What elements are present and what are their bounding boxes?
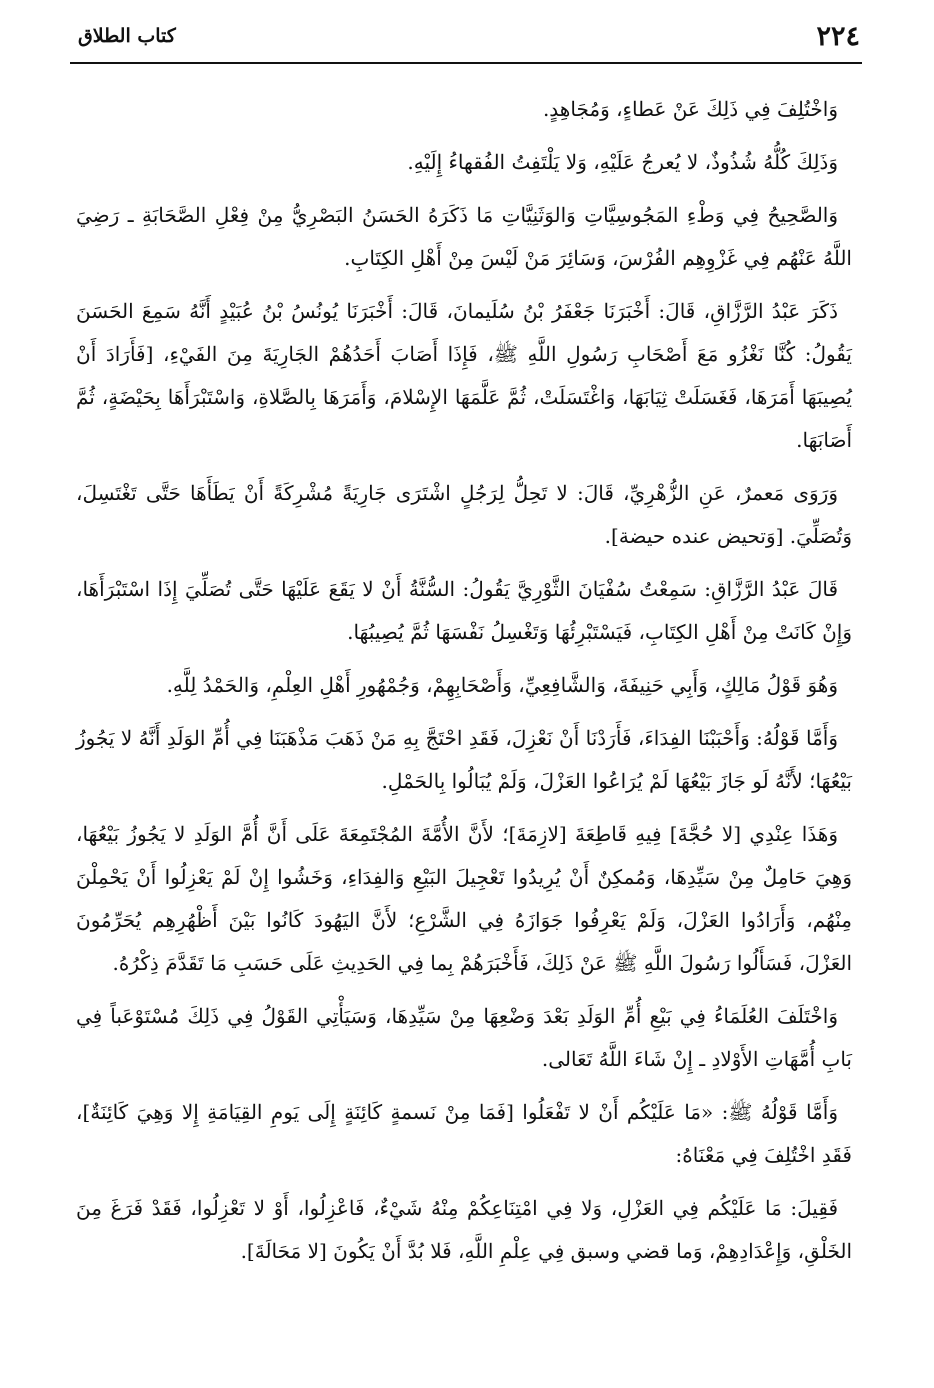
paragraph: وَهُوَ قَوْلُ مَالِكٍ، وَأَبِي حَنِيفَةَ، وَالشَّافِعِيِّ، وَأَصْحَابِهِمْ، وَجُمْهُورِ أَهْلِ العِلْمِ، وَالحَمْدُ لِلَّهِ. [166,673,838,697]
paragraph: وَرَوَى مَعمرٌ، عَنِ الزُّهْرِيِّ، قَالَ: لا تَحِلُّ لِرَجُلٍ اشْتَرَى جَارِيَةً مُشْرِكَةً أَنْ يَطَأَهَا حَتَّى تَغْتَسِلَ، وَتُصَلِّيَ. [وَتحيض عنده حيضة]. [76,481,852,548]
page-body [76,88,852,1283]
page-number: ٢٢٤ [816,20,860,52]
paragraph: وَأَمَّا قَوْلُهُ ﷺ: «مَا عَلَيْكُم أَنْ لا تَفْعَلُوا [فَمَا مِنْ نَسمةٍ كَائِنَةٍ إِلَى يَومِ القِيَامَةِ إِلا وَهِيَ كَائِنَةٌ]، فَقَدِ اخْتُلِفَ فِي مَعْنَاهُ: [76,1100,852,1167]
paragraph: وَأَمَّا قَوْلُهُ: وَأَحْبَبْنَا الفِدَاءَ، فَأَرَدْنَا أَنْ نَعْزِلَ، فَقَدِ احْتَجَّ بِهِ مَنْ ذَهَبَ مَذْهَبَنَا فِي أُمِّ الوَلَدِ أَنَّهُ لا يَجُوزُ بَيْعُهَا؛ لأَنَّهُ لَو جَازَ بَيْعُهَا لَمْ يُرَاعُوا العَزْلَ، وَلَمْ يُبَالُوا بِالحَمْلِ. [76,726,852,793]
paragraph: وَاخْتَلَفَ العُلَمَاءُ فِي بَيْعِ أُمِّ الوَلَدِ بَعْدَ وَضْعِهَا مِنْ سَيِّدِهَا، وَسَيَأْتِي القَوْلُ فِي ذَلِكَ مُسْتَوْعَباً فِي بَابِ أُمَّهَاتِ الأَوْلادِ ـ إِنْ شَاءَ اللَّهُ تَعَالى. [76,1004,852,1071]
paragraph: قَالَ عَبْدُ الرَّزَّاقِ: سَمِعْتُ سُفْيَانَ الثَّوْرِيَّ يَقُولُ: السُّنَّةُ أَنْ لا يَقَعَ عَلَيْهَا حَتَّى تُصَلِّيَ إِذَا اسْتَبْرَأَهَا، وَإِنْ كَانَتْ مِنْ أَهْلِ الكِتَابِ، فَيَسْتَبْرِئُهَا وَتَغْسِلُ نَفْسَهَا ثُمَّ يُصِيبُهَا. [76,577,852,644]
paragraph: وَهَذَا عِنْدِي [لا حُجَّةَ] فِيهِ قَاطِعَةَ [لازِمَةَ]؛ لأَنَّ الأُمَّةَ المُجْتَمِعَةَ عَلَى أَنَّ أُمَّ الوَلَدِ لا يَجُوزُ بَيْعُهَا، وَهِيَ حَامِلٌ مِنْ سَيِّدِهَا، وَمُمكِنٌ أَنْ يُرِيدُوا تَعْجِيلَ البَيْعِ وَالفِدَاءِ، وَخَشُوا إِنْ لَمْ يَعْزِلُوا أَنْ يَحْمِلْنَ مِنْهُم، وَأَرَادُوا العَزْلَ، وَلَمْ يَعْرِفُوا جَوَازَهُ فِي الشَّرْعِ؛ لأَنَّ اليَهُودَ كَانُوا بَيْنَ أَظْهُرِهِم يُحَرِّمُونَ العَزْلَ، فَسَأَلُوا رَسُولَ اللَّهِ ﷺ عَنْ ذَلِكَ، فَأَخْبَرَهُمْ بِما فِي الحَدِيثِ عَلَى حَسَبِ مَا تَقَدَّمَ ذِكْرُهُ. [76,822,852,975]
paragraph: فَقِيلَ: مَا عَلَيْكُم فِي العَزْلِ، وَلا فِي امْتِنَاعِكُمْ مِنْهُ شَيْءٌ، فَاعْزِلُوا، أَوْ لا تَعْزِلُوا، فَقَدْ فَرَغَ مِنَ الخَلْقِ، وَإِعْدَادِهِمْ، وَما قضي وسبق فِي عِلْمِ اللَّهِ، فَلا بُدَّ أَنْ يَكُونَ [لا مَحَالَةَ]. [76,1196,852,1263]
header-rule [70,62,862,64]
page-header [78,16,860,56]
paragraph: وَذَلِكَ كُلُّهُ شُذُوذٌ، لا يُعرجُ عَلَيْهِ، وَلا يَلْتَفِتُ الفُقهاءُ إِلَيْهِ. [407,150,838,174]
paragraph: ذَكَرَ عَبْدُ الرَّزَّاقِ، قَالَ: أَخْبَرَنَا جَعْفَرُ بْنُ سُلَيمانَ، قَالَ: أَخْبَرَنَا يُونُسُ بْنُ عُبَيْدٍ أَنَّهُ سَمِعَ الحَسَنَ يَقُولُ: كُنَّا نَغْزُو مَعَ أَصْحَابِ رَسُولِ اللَّهِ ﷺ، فَإِذَا أَصَابَ أَحَدُهُمْ الجَارِيَةَ مِنَ الفَيْءِ، [فَأَرَادَ أَنْ يُصِيبَهَا أَمَرَهَا، فَغَسَلَتْ ثِيَابَهَا، وَاغْتَسَلَتْ، ثُمَّ عَلَّمَهَا الإِسْلامَ، وَأَمَرَهَا بِالصَّلاةِ، وَاسْتَبْرَأَهَا بِحَيْضَةٍ، ثُمَّ أَصَابَهَا. [76,299,852,452]
paragraph: وَالصَّحِيحُ فِي وَطْءِ المَجُوسِيَّاتِ وَالوَثَنِيَّاتِ مَا ذَكَرَهُ الحَسَنُ البَصْرِيُّ مِنْ فِعْلِ الصَّحَابَةِ ـ رَضِيَ اللَّهُ عَنْهُم فِي غَزْوِهِم الفُرْسَ، وَسَائِرَ مَنْ لَيْسَ مِنْ أَهْلِ الكِتَابِ. [76,203,852,270]
book-title: كتاب الطلاق [78,24,176,47]
paragraph: وَاخْتُلِفَ فِي ذَلِكَ عَنْ عَطاءٍ، وَمُجَاهِدٍ. [542,97,838,121]
